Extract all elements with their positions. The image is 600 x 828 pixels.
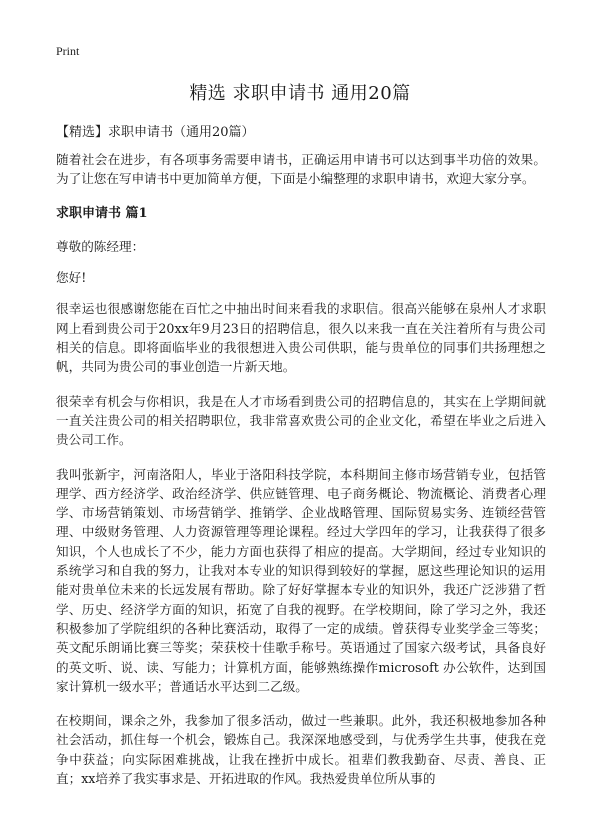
body-paragraph: 很幸运也很感谢您能在百忙之中抽出时间来看我的求职信。很高兴能够在泉州人才求职网上看到贵公司于20xx年9月23日的招聘信息，很久以来我一直在关注着所有与贵公司相关的信息。即将面临毕业的我很想进入贵公司供职，能与贵单位的同事们共扬理想之帆，共同为贵公司的事业创造一片新天地。 <box>56 301 546 375</box>
print-link[interactable]: Print <box>56 44 80 58</box>
body-paragraph: 很荣幸有机会与你相识，我是在人才市场看到贵公司的招聘信息的，其实在上学期间就一直关注贵公司的相关招聘职位，我非常喜欢贵公司的企业文化，希望在毕业之后进入贵公司工作。 <box>56 393 546 448</box>
document-title: 精选 求职申请书 通用20篇 <box>189 83 411 104</box>
document-body <box>56 150 546 803</box>
body-paragraph: 我叫张新宇，河南洛阳人，毕业于洛阳科技学院，本科期间主修市场营销专业，包括管理学、西方经济学、政治经济学、供应链管理、电子商务概论、物流概论、消费者心理学、市场营销策划、市场营销学、推销学、企业战略管理、国际贸易实务、连锁经营管理、中级财务管理、人力资源管理等理论课程。经过大学四年的学习，让我获得了很多知识，个人也成长了不少，能力方面也获得了相应的提高。大学期间，经过专业知识的系统学习和自我的努力，让我对本专业的知识得到较好的掌握，愿这些理论知识的运用能对贵单位未来的长远发展有帮助。除了好好掌握本专业的知识外，我还广泛涉猎了哲学、历史、经济学方面的知识，拓宽了自我的视野。在学校期间，除了学习之外，我还积极参加了学院组织的各种比赛活动，取得了一定的成绩。曾获得专业奖学金三等奖；英文配乐朗诵比赛三等奖；荣获校十佳歌手称号。英语通过了国家六级考试，具备良好的英文听、说、读、写能力；计算机方面，能够熟练操作microsoft 办公软件，达到国家计算机一级水平；普通话水平达到二乙级。 <box>56 466 546 694</box>
document-subtitle: 【精选】求职申请书（通用20篇） <box>56 125 255 140</box>
section-heading: 求职申请书 篇1 <box>56 205 148 221</box>
salutation: 尊敬的陈经理： <box>56 238 145 254</box>
body-paragraph: 在校期间，课余之外，我参加了很多活动，做过一些兼职。此外，我还积极地参加各种社会活动，抓住每一个机会，锻炼自己。我深深地感受到，与优秀学生共事，使我在竞争中获益；向实际困难挑战，让我在挫折中成长。祖辈们教我勤奋、尽责、善良、正直；xx培养了我实事求是、开拓进取的作风。我热爱贵单位所从事的 <box>56 713 546 787</box>
intro-paragraph: 随着社会在进步，有各项事务需要申请书，正确运用申请书可以达到事半功倍的效果。为了让您在写申请书中更加简单方便，下面是小编整理的求职申请书，欢迎大家分享。 <box>56 152 546 187</box>
greeting: 您好! <box>56 270 87 286</box>
